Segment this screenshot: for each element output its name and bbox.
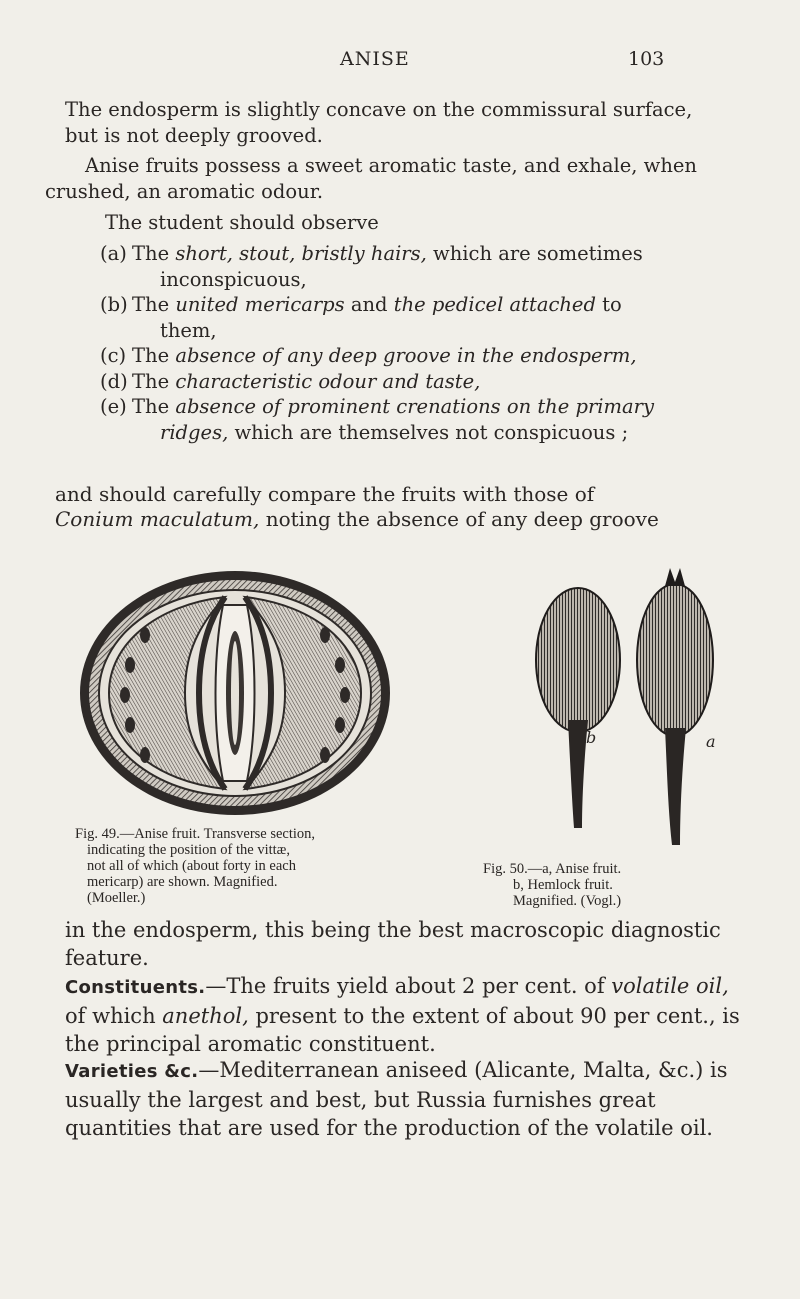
caption-figure-50 xyxy=(483,861,748,909)
running-title: ANISE xyxy=(340,48,410,70)
list-emphasis: absence of prominent crenations on the primary xyxy=(175,395,654,418)
paragraph-compare xyxy=(55,482,735,532)
figure-50-fruits xyxy=(520,560,740,850)
list-text: The xyxy=(132,344,170,367)
list-text: The xyxy=(132,242,170,265)
paragraph-endosperm xyxy=(65,97,725,148)
text-line: and should carefully compare the fruits with those of xyxy=(55,482,595,506)
caption-line: mericarp) are shown. Magnified. xyxy=(87,874,278,890)
paragraph-taste xyxy=(45,153,725,204)
figure-letter-b: b xyxy=(586,728,597,747)
list-label: (c) xyxy=(100,344,127,367)
text-line: but is not deeply grooved. xyxy=(65,123,323,147)
list-emphasis: united mericarps xyxy=(175,293,345,316)
text-line: Anise fruits possess a sweet aromatic taste, and exhale, when xyxy=(85,154,697,177)
list-text: which are themselves not conspicuous ; xyxy=(234,420,629,444)
caption-line: Magnified. (Vogl.) xyxy=(513,893,622,909)
emphasis: anethol, xyxy=(162,1004,249,1028)
text-run: of which xyxy=(65,1004,156,1028)
list-continuation: them, xyxy=(160,318,217,342)
emphasis: volatile oil, xyxy=(611,974,729,998)
list-emphasis: short, stout, bristly hairs, xyxy=(175,242,427,265)
text-line: noting the absence of any deep groove xyxy=(265,507,659,531)
text-line: crushed, an aromatic odour. xyxy=(45,179,324,203)
text-run: present to the extent of about 90 per cent., is the principal aromatic constituent. xyxy=(65,1004,740,1056)
page-header xyxy=(0,48,800,78)
list-continuation xyxy=(132,420,720,446)
list-item xyxy=(100,394,720,445)
list-text: to xyxy=(602,293,622,316)
list-label: (b) xyxy=(100,293,128,316)
figure-49-transverse-section xyxy=(75,565,395,823)
caption-line: not all of which (about forty in each xyxy=(87,858,296,874)
list-item xyxy=(100,343,720,369)
anise-fruit xyxy=(637,568,713,845)
list-text: The xyxy=(132,369,170,393)
list-item xyxy=(100,369,720,395)
paragraph-varieties xyxy=(65,1056,745,1142)
list-text: The xyxy=(132,293,170,316)
list-emphasis: the pedicel attached xyxy=(393,293,596,316)
caption-line: b, Hemlock fruit. xyxy=(513,877,613,893)
text-line: in the endosperm, this being the best macroscopic diagnostic xyxy=(65,918,721,942)
list-label: (a) xyxy=(100,242,127,265)
list-text: The xyxy=(132,395,170,418)
species-name: Conium maculatum, xyxy=(55,507,260,531)
list-label: (e) xyxy=(100,395,127,418)
hemlock-fruit xyxy=(536,588,620,828)
caption-line: indicating the position of the vittæ, xyxy=(87,842,290,858)
list-item xyxy=(100,292,720,343)
paragraph-observe: The student should observe xyxy=(105,211,379,234)
observation-list xyxy=(100,241,720,445)
figure-letter-a: a xyxy=(706,732,716,751)
list-emphasis: ridges, xyxy=(160,420,229,444)
list-label: (d) xyxy=(100,369,128,393)
caption-text: —Anise fruit. Transverse section, xyxy=(119,826,316,842)
list-text: and xyxy=(350,293,388,316)
text-line: The endosperm is slightly concave on the commissural surface, xyxy=(65,98,693,121)
list-continuation: inconspicuous, xyxy=(160,267,307,291)
list-item xyxy=(100,241,720,292)
paragraph-diagnostic xyxy=(65,916,745,972)
figure-label: Fig. 49. xyxy=(75,826,120,842)
list-text: which are sometimes xyxy=(433,242,643,265)
text-run: —Mediterranean aniseed (Alicante, Malta, &c.) is usually the largest and best, but Russia furnishes great quantities that are used for the production of the volatile oil. xyxy=(65,1058,728,1140)
section-heading-varieties: Varieties &c. xyxy=(65,1061,199,1082)
text-line: feature. xyxy=(65,946,149,970)
page-number: 103 xyxy=(628,48,665,70)
figure-label: Fig. 50. xyxy=(483,861,528,877)
list-emphasis: absence of any deep groove in the endosperm, xyxy=(175,344,637,367)
caption-line: (Moeller.) xyxy=(87,890,146,906)
commissure xyxy=(216,605,255,781)
caption-text: —a, Anise fruit. xyxy=(527,861,622,877)
list-emphasis: characteristic odour and taste, xyxy=(175,369,481,393)
text-run: —The fruits yield about 2 per cent. of xyxy=(205,974,605,998)
caption-figure-49 xyxy=(75,826,400,906)
paragraph-constituents xyxy=(65,972,745,1058)
section-heading-constituents: Constituents. xyxy=(65,977,206,998)
